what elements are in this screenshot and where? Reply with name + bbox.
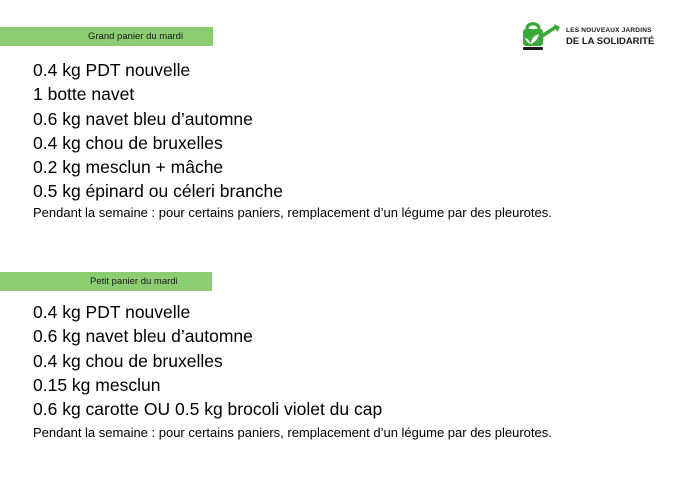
weekly-note-grand: Pendant la semaine : pour certains paniers, remplacement d’un légume par des pleurotes. [33, 205, 552, 220]
logo-text-line2: DE LA SOLIDARITÉ [566, 36, 655, 47]
basket-item: 0.15 kg mesclun [33, 374, 161, 395]
basket-item-list-grand [33, 58, 283, 204]
basket-item: 0.4 kg PDT nouvelle [33, 60, 191, 80]
basket-item: 0.4 kg chou de bruxelles [33, 132, 223, 153]
section-tag-grand-panier: Grand panier du mardi [0, 27, 213, 46]
weekly-note-petit: Pendant la semaine : pour certains paniers, remplacement d’un légume par des pleurotes. [33, 425, 552, 440]
watering-can-logo-icon [520, 20, 562, 52]
basket-item: 0.2 kg mesclun + mâche [33, 157, 224, 178]
basket-item: 0.5 kg épinard ou céleri branche [33, 181, 284, 202]
basket-item: 0.6 kg navet bleu d’automne [33, 326, 253, 347]
basket-item: 0.4 kg chou de bruxelles [33, 350, 223, 371]
logo-text-line1: LES NOUVEAUX JARDINS [566, 27, 652, 34]
basket-item: 1 botte navet [33, 84, 135, 105]
organization-logo [520, 20, 695, 54]
basket-item: 0.6 kg carotte OU 0.5 kg brocoli violet du cap [33, 399, 383, 420]
basket-item-list-petit [33, 300, 382, 421]
section-tag-petit-panier: Petit panier du mardi [0, 272, 212, 291]
basket-item: 0.6 kg navet bleu d’automne [33, 108, 253, 129]
basket-item: 0.4 kg PDT nouvelle [33, 302, 191, 322]
